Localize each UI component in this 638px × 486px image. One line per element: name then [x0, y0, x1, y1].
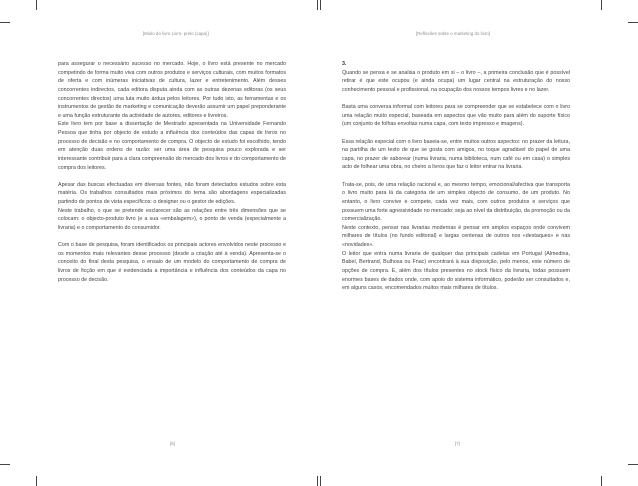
paragraph: Neste trabalho, o que se pretende esclarecer são as relações entre três dimensões que se colocam: o objecto-produto livro (e a sua «embalagem»), o ponto de venda (especialmente a livraria) e o comportamento do consumidor.	[58, 207, 286, 231]
crop-mark	[320, 0, 321, 10]
crop-mark	[601, 476, 602, 486]
right-page-body	[342, 60, 570, 293]
crop-mark	[628, 22, 638, 23]
paragraph-gap	[58, 172, 286, 181]
left-page-body	[58, 60, 286, 284]
paragraph: Com o base de pesquisa, foram identificados os principais actores envolvidos neste processo e os momentos mais relevantes desse processo (desde a criação até à venda). Apresenta-se o conceito do final desta pesquisa, o ensaio de um modelo do comportamento de compra de livros de ficção em que é evidenciada a importância e influência dos conteúdos da capa no processo de decisão.	[58, 242, 286, 283]
paragraph-gap	[342, 172, 570, 181]
paragraph: O leitor que entra numa livraria de qualquer das principais cadeias em Portugal (Almedina, Babel, Bertrand, Bulhosa ou Fnac) encontrará à sua disposição, pelo menos, este número de opções de compra. E, além dos títulos presentes no stock físico da livraria, todas possuem enormes bases de dados onde, com apoio do sistema informático, poderão ser consultados e, em alguns casos, encomendados muitos mais milhares de títulos.	[342, 250, 570, 292]
crop-mark	[317, 476, 318, 486]
section-number: 3.	[342, 61, 347, 67]
paragraph: Apesar das buscas efectuadas em diversas fontes, não foram detectados estudos sobre esta matéria. Os trabalhos consultados mais próximos do tema são abordagens especializadas partindo de pontos de vista específicos: o designer ou o gestor de edições.	[58, 181, 286, 205]
crop-mark	[320, 476, 321, 486]
paragraph: Este livro tem por base a dissertação de Mestrado apresentada na Universidade Fernando Pessoa que tinha por objecto de estudo a influência dos conteúdos das capas de livros no processo de decisão e no comportamento de compra. O objecto de estudo foi escolhido, tendo em atenção duas ordens de razão: ser uma área de pesquisa pouco explorada e ser interessante contribuir para a clara compreensão do mercado dos livros e do comportamento de compra dos leitores.	[58, 121, 286, 171]
paragraph: para assegurar o necessário sucesso no mercado. Hoje, o livro está presente no mercado competindo de forma muito viva com outros produtos e serviços culturais, com muitos formatos de oferta e com inúmeras iniciativas de cultura, lazer e entretenimento. Além desses concorrentes indirectos, cada editora disputa ainda com as outras dezenas editoras (os seus concorrentes directos) uma luta muito árdua pelos leitores. Por tudo isto, as ferramentas e os instrumentos de gestão de marketing e comunicação deverão assumir um papel preponderante e uma função estruturante da actividade de autores, editores e livreiros.	[58, 61, 286, 119]
paragraph: Trata-se, pois, de uma relação racional e, ao mesmo tempo, emocional/afectiva que transporta o livro muito para lá da categoria de um simples objecto de consumo, de um produto. No entanto, o livro convive e compete, cada vez mais, com outros produtos e serviços que possuem uma forte agressividade no mercado: seja ao nível da distribuição, da promoção ou da comercialização.	[342, 181, 570, 223]
crop-mark	[317, 0, 318, 10]
crop-mark	[36, 476, 37, 486]
paragraph-gap	[58, 232, 286, 241]
crop-mark	[628, 464, 638, 465]
right-running-header: [Reflexões sobre o marketing do livro]	[416, 31, 491, 36]
crop-mark	[0, 22, 10, 23]
left-running-header: [Miolo do livro Livro- prelo (capa)]	[143, 31, 209, 36]
crop-mark	[601, 0, 602, 10]
paragraph-gap	[342, 129, 570, 138]
crop-mark	[36, 0, 37, 10]
paragraph: Basta uma conversa informal com leitores para se compreender que se estabelece com o livro uma relação muito especial, baseada em aspectos que vão muito para além do suporte físico (um conjunto de folhas envoltas numa capa, com texto impresso e imagens).	[342, 104, 570, 128]
paragraph: Essa relação especial com o livro baseia-se, entre muitos outros aspectos: no prazer da leitura, na partilha de um texto de que se gosta com amigos, no toque agradável do papel de uma capa, no prazer de saborear (numa livraria, numa biblioteca, num café ou em casa) o simples acto de folhear uma obra, no cheiro a livros que faz o leitor entrar na livraria.	[342, 138, 570, 171]
paragraph: Neste contexto, pensar nas livrarias modernas é pensar em amplos espaços onde convivem milhares de títulos (no fundo editorial) e largas centenas de outros nos «destaques» e nas «novidades».	[342, 224, 570, 249]
paragraph-gap	[342, 95, 570, 104]
right-page-number: [7]	[455, 441, 460, 446]
left-page-number: [6]	[170, 441, 175, 446]
crop-mark	[0, 464, 10, 465]
paragraph: Quando se pensa e se analisa o produto em si – o livro –, a primeira conclusão que é possível retirar é que este ocupou (e ainda ocupa) um lugar central na estruturação do nosso conhecimento pessoal e profissional, na ocupação dos nossos tempos livres e no lazer.	[342, 69, 570, 93]
